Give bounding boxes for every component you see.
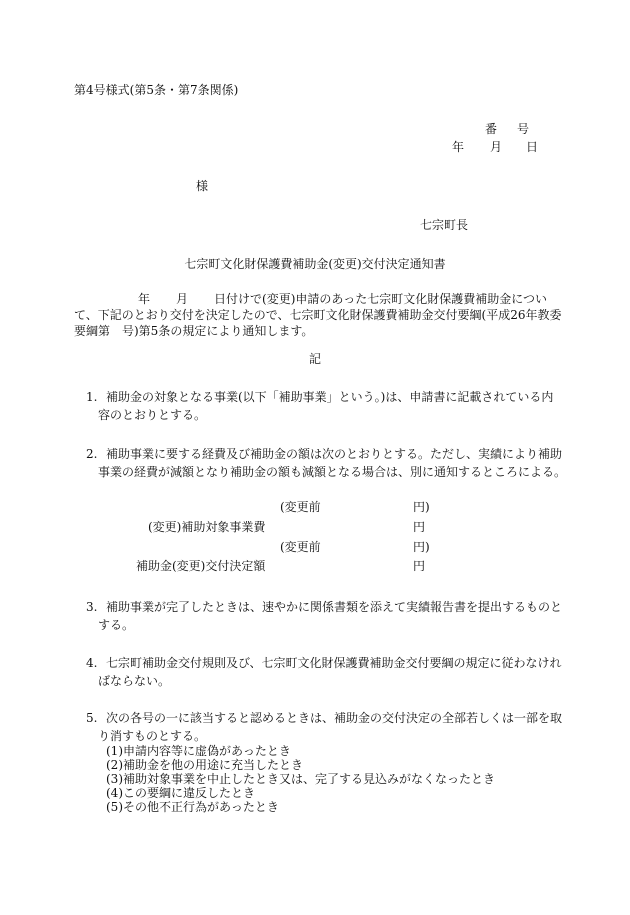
clause-1 <box>86 388 566 424</box>
year-label: 年 <box>452 140 465 154</box>
before-change-label-1: (変更前 <box>280 500 321 514</box>
document-number-label <box>485 123 529 135</box>
clause-4-text: 七宗町補助金交付規則及び、七宗町文化財保護費補助金交付要綱の規定に従わなけれ <box>106 656 562 670</box>
clause-4-continuation: ばならない。 <box>98 674 171 688</box>
clause-4 <box>86 654 566 690</box>
before-change-unit-1: 円) <box>413 500 430 514</box>
clause-3-number: 3. <box>86 600 98 614</box>
clause-5-continuation: り消すものとする。 <box>98 729 207 743</box>
project-cost-unit: 円 <box>413 520 426 534</box>
ban-label: 番 <box>485 122 498 136</box>
issue-date <box>452 141 538 153</box>
condition-item: (4)この要綱に違反したとき <box>106 786 255 800</box>
intro-month: 月 <box>176 292 189 306</box>
clause-5 <box>86 709 566 745</box>
condition-item: (3)補助対象事業を中止したとき又は、完了する見込みがなくなったとき <box>106 772 496 786</box>
intro-year: 年 <box>138 292 151 306</box>
intro-line-1 <box>74 291 562 307</box>
clause-5-text: 次の各号の一に該当すると認めるときは、補助金の交付決定の全部若しくは一部を取 <box>106 711 563 725</box>
day-label: 日 <box>526 140 539 154</box>
before-change-unit-2: 円) <box>413 540 430 554</box>
clause-5-number: 5. <box>86 711 98 725</box>
condition-item: (1)申請内容等に虚偽があったとき <box>106 744 291 758</box>
clause-2 <box>86 445 566 481</box>
go-label: 号 <box>517 122 530 136</box>
form-number: 第4号様式(第5条・第7条関係) <box>74 83 239 97</box>
clause-3-continuation: する。 <box>98 618 135 632</box>
month-label: 月 <box>490 140 503 154</box>
condition-item: (5)その他不正行為があったとき <box>106 800 279 814</box>
revocation-conditions <box>106 744 495 814</box>
issuer-mayor: 七宗町長 <box>420 218 469 232</box>
clause-4-number: 4. <box>86 656 98 670</box>
recipient-honorific: 様 <box>196 179 209 193</box>
grant-amount-unit: 円 <box>413 559 426 573</box>
clause-2-continuation: 事業の経費が減額となり補助金の額も減額となる場合は、別に通知するところによる。 <box>98 465 567 479</box>
clause-1-number: 1. <box>86 390 98 404</box>
clause-3 <box>86 598 566 634</box>
clause-1-text: 補助金の対象となる事業(以下「補助事業」という。)は、申請書に記載されている内 <box>106 390 554 404</box>
intro-paragraph <box>74 291 562 339</box>
document-title: 七宗町文化財保護費補助金(変更)交付決定通知書 <box>184 257 446 271</box>
grant-amount-label: 補助金(変更)交付決定額 <box>136 559 266 573</box>
ki-heading: 記 <box>308 352 321 366</box>
clause-3-text: 補助事業が完了したときは、速やかに関係書類を添えて実績報告書を提出するものと <box>106 600 563 614</box>
before-change-label-2: (変更前 <box>280 540 321 554</box>
condition-item: (2)補助金を他の用途に充当したとき <box>106 758 303 772</box>
project-cost-label: (変更)補助対象事業費 <box>148 520 266 534</box>
intro-line-2: て、下記のとおり交付を決定したので、七宗町文化財保護費補助金交付要綱(平成26年教委 <box>74 308 562 322</box>
intro-line-1-rest: 日付けで(変更)申請のあった七宗町文化財保護費補助金につい <box>214 292 548 306</box>
clause-2-number: 2. <box>86 447 98 461</box>
clause-1-continuation: 容のとおりとする。 <box>98 408 207 422</box>
clause-2-text: 補助事業に要する経費及び補助金の額は次のとおりとする。ただし、実績により補助 <box>106 447 563 461</box>
intro-line-3: 要綱第 号)第5条の規定により通知します。 <box>74 324 314 338</box>
